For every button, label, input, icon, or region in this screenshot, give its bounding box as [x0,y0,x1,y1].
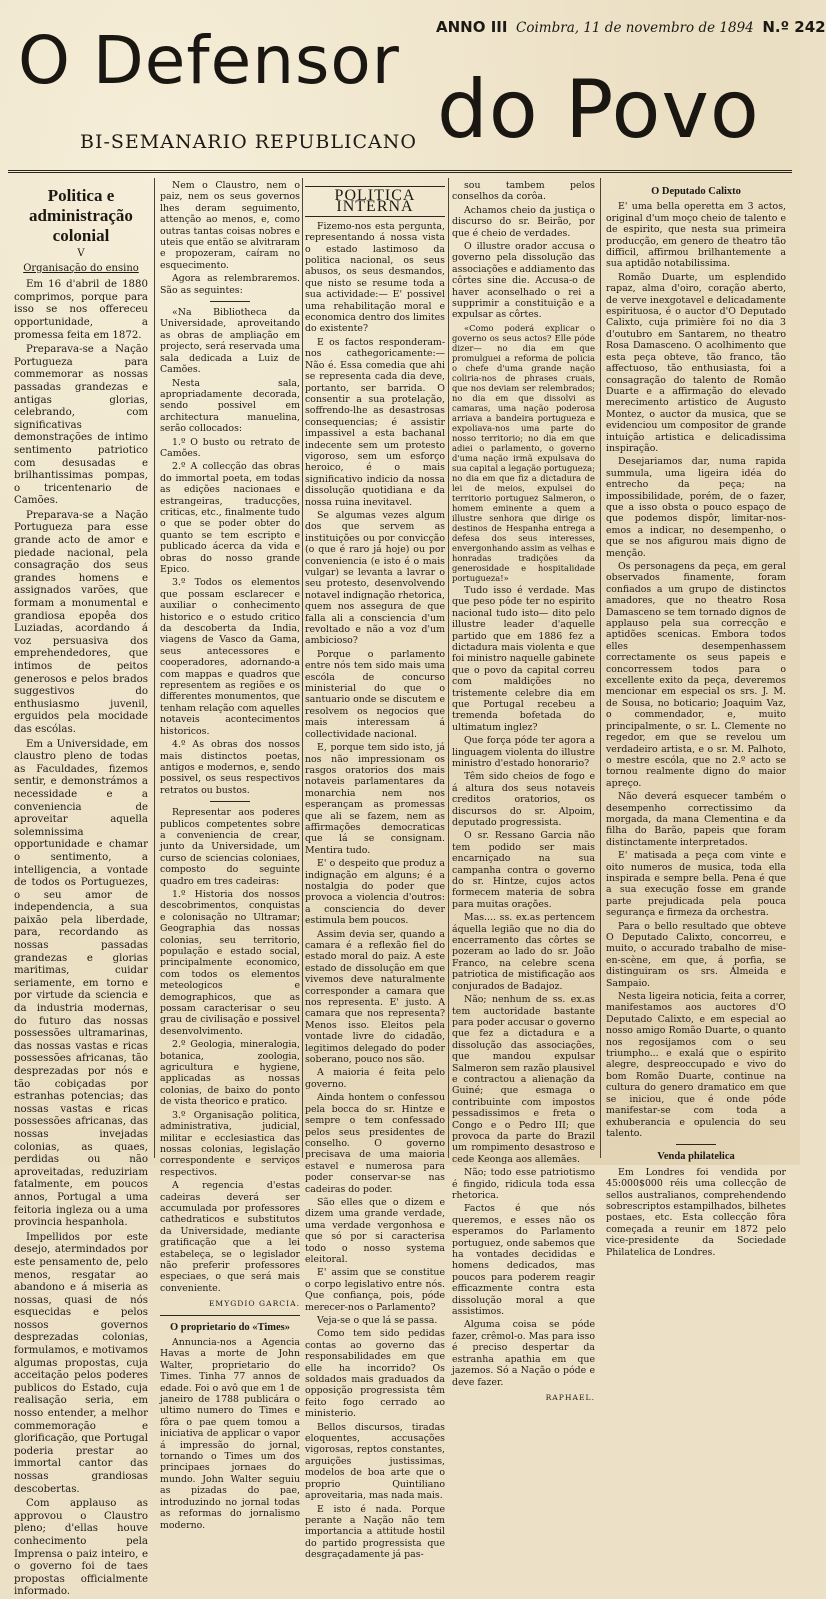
paragraph: Impellidos por este desejo, atermindados por este pensamento de, pelo menos, resgatar ao abandono e á miseria as nossas, quasi de nós esquecidas e pelos nossos governos desprezadas colonias, formulamos, e motivamos algumas propostas, cuja acceitação pelos poderes publicos do Estado, cuja realisação seria, em nosso entender, a melhor commemoração e glorificação, que Portugal poderia prestar ao immortal cantor das nossas grandiosas descobertas. [14,1231,148,1495]
paragraph: Desejariamos dar, numa rapida summula, uma ligeira idéa do entrecho da peça; na impossibilidade, porém, de o fazer, que a isso obsta o pouco espaço de que podemos dispôr, limitar-nos-emos a indicar, no desempenho, o que se nos afigurou mais digno de menção. [606,456,786,559]
paragraph: Achamos cheio da justiça o discurso do sr. Beirão, por que é cheio de verdades. [452,204,595,239]
paragraph: Que força póde ter agora a linguagem violenta do illustre ministro d'estado honorario? [452,735,595,769]
paragraph: sou tambem pelos conselhos da corôa. [452,180,595,203]
masthead-rule [8,170,792,173]
list-item: 3.º Todos os elementos que possam esclarecer e auxiliar o conhecimento historico e o estudo critico da descoberta da India, viagens de Vasco da Gama, seus antecessores e cooperadores, adornando-a com mappas e quadros que representem as regiões e os differentes monumentos, que tenham relação com aquelles notaveis acontecimentos historicos. [160,577,300,737]
paragraph: Factos é que nós queremos, e esses não os esperamos do Parlamento portuguez, onde sabemos que ha vontades decididas e homens dedicados, mas poucos para poderem reagir efficazmente contra esta dissolução moral a que assistimos. [452,1203,595,1318]
issue-place-date: Coimbra, 11 de novembro de 1894 [516,20,754,36]
paragraph: Romão Duarte, um esplendido rapaz, alma d'oiro, coração aberto, de verve inexgotavel e delicadamente espirituosa, é o auctor d'O Deputado Calixto, cuja primière foi no dia 3 d'outubro em Santarem, no theatro Rosa Damasceno. O acolhimento que esta peça obteve, tão franco, tão affectuoso, tão enthusiasta, foi a consagração do talento de Romão Duarte e a affirmação do elevado merecimento artistico de Augusto Montez, o auctor da musica, que se evidenciou um compositor de grande intuição artistica e delicadissima inspiração. [606,271,786,454]
paragraph: Nesta ligeira noticia, feita a correr, manifestamos aos auctores d'O Deputado Calixto, e em especial ao nosso amigo Romão Duarte, o quanto nos regosijamos com o seu triumpho... e exalá que o espirito alegre, despreoccupado e vivo do bom Romão Duarte, continue na cultura do genero dramatico em que se iniciou, que é onde póde manifestar-se com toda a exhuberancia e opulencia do seu talento. [606,991,786,1139]
section-numeral: V [77,248,85,259]
paragraph: Como tem sido pedidas contas ao governo das responsabilidades em que elle ha incorrido? Os soldados mais graduados da opposição progressista têm feito fogo cerrado ao ministerio. [305,1328,445,1420]
paragraph: A regencia d'estas cadeiras deverá ser accumulada por professores cathedraticos e substitutos da Universidade, mediante gratificação que a lei estabeleça, se o legislador não preferir professores especiaes, o que será mais conveniente. [160,1180,300,1294]
paragraph: E' uma bella operetta em 3 actos, original d'um moço cheio de talento e de espirito, que nesta sua primeira producção, em genero de theatro tão difficil, affirmou brilhantemente a sua aptidão notabilissima. [606,201,786,270]
paragraph: E' matisada a peça com vinte e oito numeros de musica, toda ella inspirada e sempre bella. Pena é que a sua execução fosse em grande parte prejudicada pela pouca segurança e firmeza da orchestra. [606,850,786,919]
column-divider [448,178,449,1158]
paragraph: Veja-se o que lá se passa. [317,1315,438,1326]
separator [160,1315,300,1316]
paragraph: Preparava-se a Nação Portugueza para commemorar as nossas passadas grandezas e antigas glorias, celebrando, com significativas demonstrações de intimo sentimento patriotico com desusadas e brilhantissimas pompas, o tricentenario de Camões. [14,344,148,507]
separator [210,301,250,302]
paragraph: Representar aos poderes publicos competentes sobre a conveniencia de crear, junto da Universidade, um curso de sciencias coloniaes, composto do seguinte quadro em tres cadeiras: [160,807,300,887]
column-divider [154,178,155,1158]
paragraph: Não deverá esquecer também o desempenho correctissimo da morgada, da mana Clementina e da filha do Barão, papeis que foram distinctamente interpretados. [606,791,786,848]
list-item: 3.º Organisação politica, administrativa, judicial, militar e ecclesiastica das nossas colonias, legislação correspondente e serviços respectivos. [160,1109,300,1178]
paragraph: Nem o Claustro, nem o paiz, nem os seus governos lhes deram seguimento, attenção ao menos, e, como outras tantas coisas nobres e uteis que então se alvitraram e propozeram, caíram no esquecimento. [160,180,300,271]
masthead-title-part2: do Povo [437,63,760,156]
separator [210,801,250,802]
article-subtitle: Organisação do ensino [23,262,139,274]
paragraph: O sr. Ressano Garcia não tem podido ser mais encarniçado na sua campanha contra o governo do sr. Hintze, cujos actos formecem materia de sobra para muitas orações. [452,830,595,910]
section-title-philatelic: Venda philatelica [657,1151,735,1163]
paragraph: Com applauso as approvou o Claustro pleno; d'ellas houve conhecimento pela Imprensa o paiz inteiro, e o governo foi de taes propostas officialmente informado. [14,1498,148,1598]
section-title-calixto: O Deputado Calixto [651,186,741,197]
section-title-times: O proprietario do «Times» [169,1321,291,1333]
paragraph: Preparava-se a Nação Portugueza para esse grande acto de amor e piedade nacional, pela consagração dos seus grandes homens e assignados varões, que formam a monumental e grandiosa epopêa dos Luziadas, acordando á voz persuasiva dos emprehendedores, que intimos de peitos generosos e pelos brados suggestivos do enthusiasmo juvenil, erguidos pela mocidade das escólas. [14,509,148,735]
paragraph: E' o despeito que produz a indignação em alguns; é a nostalgia do poder que provoca a violencia d'outros: a consciencia do dever estimula bem poucos. [305,858,445,927]
paragraph: Agora as relembraremos. São as seguintes: [160,273,300,296]
list-item: 1.º Historia dos nossos descobrimentos, conquistas e colonisação no Ultramar; Geographia das nossas colonias, seu territorio, população e estado social, principalmente economico, com todos os elementos meteologicos e demographicos, que as possam caracterisar o seu grau de civilisação e possivel desenvolvimento. [160,888,300,1037]
separator [676,1144,716,1145]
paragraph: Os personagens da peça, em geral observados finamente, foram confiados a um grupo de distinctos amadores, que no theatro Rosa Damasceno se tem tornado dignos de applauso pela sua correcção e aptidões scenicas. Embora todos elles desempenhassem correctamente os seus papeis e concorressem todos para o excellente exito da peça, deveremos mencionar em especial os srs. J. M. de Sousa, no boticario; Joaquim Vaz, o commendador, e, muito principalmente, o sr. L. Clemente no regedor, em que se revelou um verdadeiro artista, e o sr. M. Palhoto, o mestre escóla, que no 2.º acto se tornou realmente digno do maior apreço. [606,561,786,789]
paragraph: Porque o parlamento entre nós tem sido mais uma escóla de concurso ministerial do que o santuario onde se discutem e resolvem os negocios que mais interessam á collectividade nacional. [305,648,445,740]
paragraph: E os factos responderam-nos cathegoricamente:— Não é. Essa comedia que ahi se representa cada dia deve, portanto, ser barrida. O consentir a sua protelação, soffrendo-lhe as desastrosas consequencias; é assistir impassivel a esta bachanal indecente sem um protesto vigoroso, sem um esforço heroico, é o mais significativo indicio da nossa dissolução quotidiana e da nossa ruina inevitavel. [305,336,445,508]
paragraph: «Na Bibliotheca da Universidade, aproveitando as obras de ampliação em projecto, será reservada uma sala dedicada a Luiz de Camões. [160,307,300,376]
paragraph: Em a Universidade, em claustro pleno de todas as Faculdades, fizemos sentir, e demonstrámos a necessidade e a conveniencia de aproveitar aquella solemnissima opportunidade e chamar o sentimento, a intelligencia, a vontade de todos os Portuguezes, o seu amor de independencia, a sua paixão pela liberdade, para, recordando as nossas passadas grandezas e glorias maritimas, cuidar seriamente, em torno e por virtude da sciencia e da industria modernas, do futuro das nossas possessões ultramarinas, das nossas vastas e ricas possessões africanas, tão desprezadas por nós e tão cobiçadas por estranhas potencias; das nossas vastas e ricas possessões africanas, das nossas invejadas colonias, as quaes, perdidas ou não aproveitadas, reduziriam fatalmente, em poucos annos, Portugal a uma feitoria ingleza ou a uma provincia hespanhola. [14,738,148,1229]
column-divider [600,178,601,1158]
paragraph: Não; nenhum de ss. ex.as tem auctoridade bastante para poder accusar o governo que fez a dictadura e a dissolução das associações, que mandou expulsar Salmeron sem razão plausivel e contractou a alienação da Guiné; que esmaga o contribuinte com impostos pessadissimos e freta o Congo e o Pedro III; que provoca da parte do Brazil um rompimento desastroso e cede Keonga aos allemães. [452,994,595,1165]
column-3 [305,180,445,1561]
paragraph: Não; todo esse patriotismo é fingido, ridicula toda essa rhetorica. [452,1167,595,1201]
paragraph: Fizemo-nos esta pergunta, representando á nossa vista o estado lastimoso da politica nacional, os seus abusos, os seus desmandos, que nisto se resume toda a sua actividade:— E' possivel uma rehabilitação moral e economica dentro dos limites do existente? [305,220,445,335]
column-1 [14,180,148,1598]
paragraph: Em Londres foi vendida por 45:000$000 réis uma collecção de sellos australianos, comprehendendo sobrescriptos estampilhados, bilhetes postaes, etc. Esta collecção fôra começada a reunir em 1872 pelo vice-presidente da Sociedade Philatelica de Londres. [606,1166,786,1258]
paragraph: Ainda hontem o confessou pela bocca do sr. Hintze e sempre o tem confessado pelos seus presidentes de conselho. O governo precisava de uma maioria estavel e numerosa para poder conservar-se nas cadeiras do poder. [305,1092,445,1195]
list-item: 4.º As obras dos nossos mais distinctos poetas, antigos e modernos, e, sendo possivel, os seus respectivos retratos ou bustos. [160,739,300,796]
list-item: 2.º Geologia, mineralogia, botanica, zoologia, agricultura e hygiene, applicadas as nossas colonias, de baixo do ponto de vista theorico e pratico. [160,1039,300,1108]
paragraph: Se algumas vezes algum dos que servem as instituições ou por convicção (o que é raro já hoje) ou por conveniencia (e isto é o mais vulgar) se levanta a lavrar o seu protesto, desenvolvendo notavel indignação rhetorica, quem nos assegura de que falla ali a consciencia d'um revoltado e não a voz d'um ambicioso? [305,509,445,647]
paragraph: Nesta sala, apropriadamente decorada, sendo possivel em architectura manuelina, serão collocados: [160,377,300,435]
paragraph: Bellos discursos, tiradas eloquentes, accusações vigorosas, reptos constantes, arguições justissimas, modelos de boa arte que o proprio Quintiliano aproveitaria, mas nada mais. [305,1421,445,1502]
column-4 [452,180,595,1402]
paragraph: Assim devia ser, quando a camara é a reflexão fiel do estado moral do paiz. A este estado de dissolução em que vivemos deve naturalmente corresponder a camara que nos representa. E' justo. A camara que nos representa? Menos isso. Eleitos pela vontade livre do cidadão, legitimos delegado do poder soberano, pouco nos são. [305,928,445,1066]
list-item: 1.º O busto ou retrato de Camões. [160,436,300,459]
masthead-title-part1: O Defensor [18,22,400,99]
paragraph: A maioria é feita pelo governo. [305,1067,445,1090]
column-divider [302,178,303,1158]
paragraph: Mas.... ss. ex.as pertencem áquella legião que no dia do encerramento das côrtes se pozeram ao lado do sr. João Franco, na celebre scena patriotica de mistificação aos conjurados de Badajoz. [452,912,595,992]
masthead-subtitle: BI-SEMANARIO REPUBLICANO [80,131,417,153]
signature: EMYGDIO GARCIA. [208,1299,300,1309]
paragraph: Para o bello resultado que obteve O Deputado Calixto, concorreu, e muito, o accurado trabalho de mise-en-scène, em que, á porfia, se distinguiram os srs. Álmeida e Sampaio. [606,920,786,989]
list-item: 2.º A collecção das obras do immortal poeta, em todas as edições nacionaes e estrangeiras, traducções, criticas, etc., finalmente tudo o que se poder obter do quanto se tem escripto e publicado ácerca da vida e obras do nosso grande Epico. [160,461,300,575]
paragraph: Annuncia-nos a Agencia Havas a morte de John Walter, proprietario do Times. Tinha 77 annos de edade. Foi o avô que em 1 de janeiro de 1788 publicára o ultimo numero do Times e fôra o pae quem tomou a iniciativa de applicar o vapor á impressão do jornal, tornando o Times um dos principaes jornaes do mundo. John Walter seguiu as pizadas do pae, introduzindo no jornal todas as reformas do jornalismo moderno. [160,1337,300,1531]
paragraph: O illustre orador accusa o governo pela dissolução das associações e addiamento das côrtes sine die. Accusa-o de haver aconselhado o rei a supprimir a constituição e a expulsar as côrtes. [452,241,595,321]
paragraph: Alguma coisa se póde fazer, crêmol-o. Mas para isso é preciso despertar da estranha apathia em que jazemos. Só a Nação o póde e deve fazer. [452,1319,595,1388]
column-2 [160,180,300,1531]
issue-year: ANNO III [436,18,508,36]
paragraph: E' assim que se constitue o corpo legislativo entre nós. Que confiança, pois, póde merecer-nos o Parlamento? [305,1267,445,1313]
column-5 [606,180,786,1258]
paragraph: São elles que o dizem e dizem uma grande verdade, uma verdade vergonhosa e que só por si caracterisa todo o nosso systema eleitoral. [305,1196,445,1265]
issue-line [436,18,826,36]
signature: RAPHAEL. [545,1392,595,1402]
paragraph: Tudo isso é verdade. Mas que peso póde ter no espirito nacional tudo isto— dito pelo illustre leader d'aquelle partido que em 1886 fez a dictadura mais violenta e que foi ministro naquelle gabinete que o povo da capital correu com maldições no tristemente celebre dia em que Portugal recebeu a tremenda bofetada do ultimatum inglez? [452,584,595,733]
issue-number: N.º 242 [762,18,826,36]
quotation: «Como poderá explicar o governo os seus actos? Elle póde dizer— no dia em que promulguei a reforma de policia o chefe d'uma grande nação coliria-nos de phrases cruais, que nos deviam ser relembrados; no dia em que dissolvi as camaras, uma nação poderosa arriava a bandeira portugueza e expoliava-nos uma parte do nosso territorio; no dia em que adiei o parlamento, o governo d'uma nação irmã expulsava do sua capital a legação portugueza; no dia em que fiz a dictadura de lei de meios, expulsei do territorio portuguez Salmeron, o homem eminente a quem a illustre senhora que dirige os destinos de Hespanha entrega a defesa dos seus interesses, envergonhando assim as velhas e honradas tradições da generosidade e hospitalidade portugueza!» [452,322,595,583]
paragraph: Em 16 d'abril de 1880 comprimos, porque para isso se nos offereceu opportunidade, a promessa feita em 1872. [14,279,148,341]
paragraph: Têm sido cheios de fogo e á altura dos seus notaveis creditos oratorios, os discursos do sr. Alpoim, deputado progressista. [452,771,595,828]
article-title-politica-interna: POLITICA INTERNA [305,186,445,217]
article-title-colonial: Politica e administração colonial [29,186,133,245]
paragraph: E isto é nada. Porque perante a Nação não tem importancia a attitude hostil do partido progressista que desgraçadamente já pas- [305,1503,445,1561]
paragraph: E, porque tem sido isto, já nos não impressionam os rasgos oratorios dos mais notaveis parlamentares da monarchia nem nos esperançam as promessas que ali se fazem, nem as affirmações democraticas que lá se consignam. Mentira tudo. [305,742,445,856]
